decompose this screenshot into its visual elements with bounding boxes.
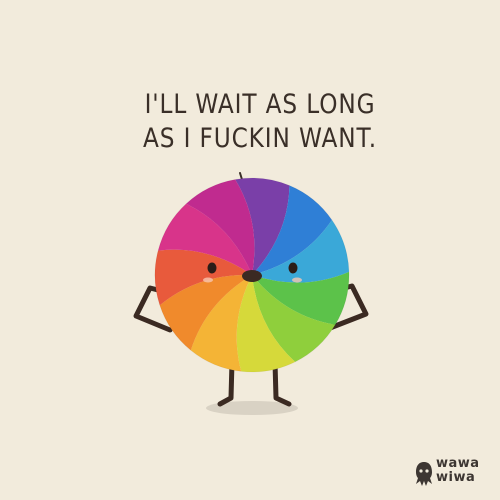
left-cheek <box>203 278 213 283</box>
right-cheek <box>292 278 302 283</box>
brand-logo <box>414 457 490 491</box>
left-eye <box>208 263 217 274</box>
brand-line-2: wiwa <box>436 470 476 485</box>
speech-line-1: I'LL WAIT AS LONG <box>144 89 376 120</box>
brand-line-1: wawa <box>436 456 480 471</box>
octopus-icon <box>414 460 434 488</box>
brand-text <box>436 457 480 485</box>
right-eye <box>289 263 298 274</box>
mouth <box>242 270 262 282</box>
speech-line-2: AS I FUCKIN WANT. <box>142 123 378 154</box>
